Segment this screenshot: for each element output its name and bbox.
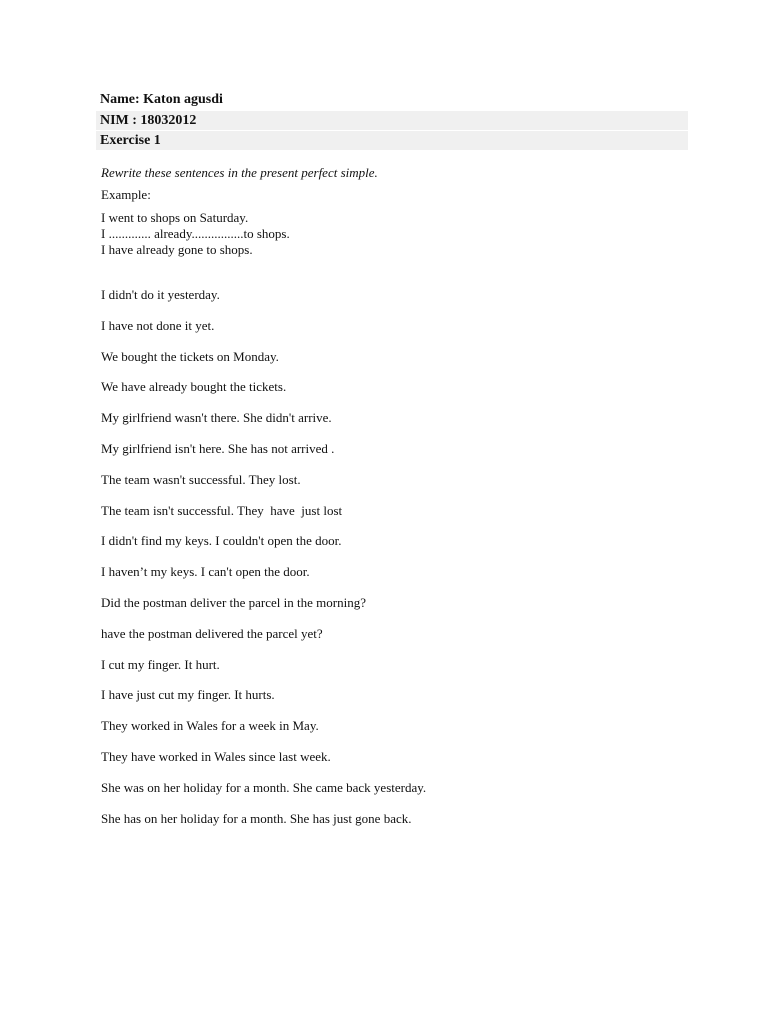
sentence-line: They worked in Wales for a week in May. [101,718,319,734]
sentence-line: We bought the tickets on Monday. [101,348,279,364]
sentence-line: I didn't do it yesterday. [101,287,220,302]
sentence-line: I cut my finger. It hurt. [101,656,220,672]
sentence-line: She has on her holiday for a month. She has just gone back. [101,810,412,826]
sentence-line: We have already bought the tickets. [101,379,287,395]
sentence-line: have the postman delivered the parcel yet? [101,625,323,641]
sentence-line: They have worked in Wales since last week. [101,748,331,764]
student-name: Name: Katon agusdi [100,92,223,107]
sentence-line: I have not done it yet. [101,317,215,333]
example-line: I went to shops on Saturday. [101,210,249,225]
sentence-line: I haven’t my keys. I can't open the door. [101,564,310,580]
example-label: Example: [101,187,151,202]
example-line: I ............. already................to shops. [101,226,290,241]
sentence-list [101,287,701,841]
sentence-line: Did the postman deliver the parcel in the morning? [101,594,366,610]
sentence-line: I didn't find my keys. I couldn't open the door. [101,533,342,549]
example-block [101,210,290,258]
example-line: I have already gone to shops. [101,242,253,257]
sentence-line: My girlfriend wasn't there. She didn't arrive. [101,410,332,426]
instruction-text: Rewrite these sentences in the present perfect simple. [101,165,378,180]
sentence-line: The team wasn't successful. They lost. [101,471,301,487]
sentence-line: She was on her holiday for a month. She came back yesterday. [101,779,427,795]
sentence-line: I have just cut my finger. It hurts. [101,687,275,703]
sentence-line: My girlfriend isn't here. She has not arrived . [101,440,335,456]
student-nim: NIM : 18032012 [96,111,688,130]
exercise-title: Exercise 1 [96,131,688,150]
sentence-line: The team isn't successful. They have just lost [101,502,343,518]
